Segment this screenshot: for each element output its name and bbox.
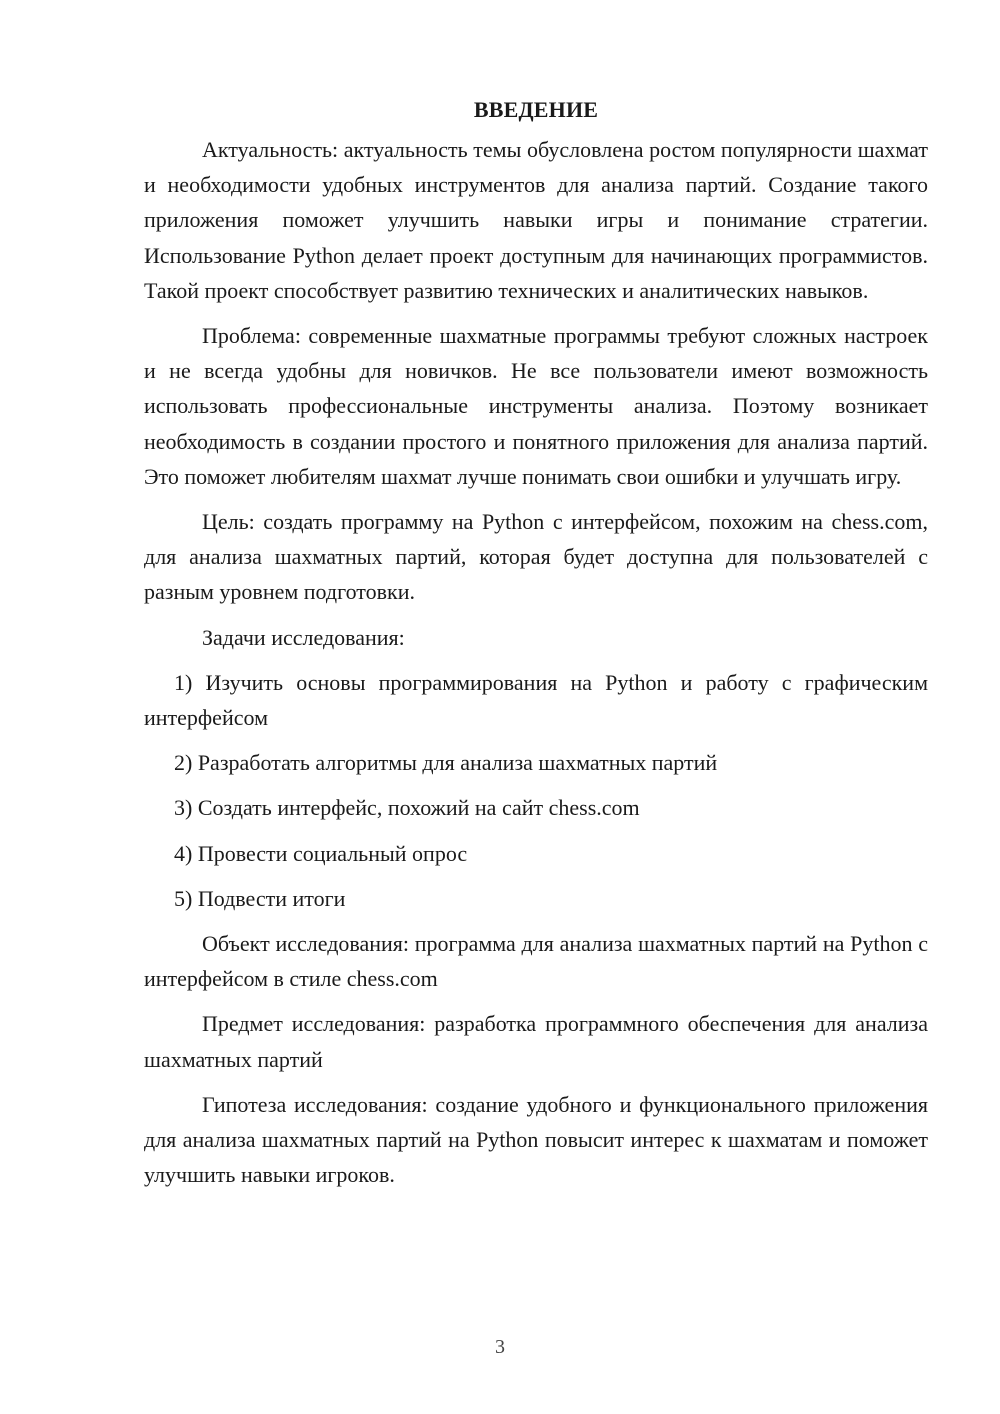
paragraph-goal: Цель: создать программу на Python с интерфейсом, похожим на chess.com, для анализа шахматных партий, которая будет доступна для пользователей с разным уровнем подготовки. <box>144 509 928 605</box>
page-title: ВВЕДЕНИЕ <box>473 97 599 122</box>
document-page <box>144 92 928 1202</box>
tasks-heading: Задачи исследования: <box>202 624 405 650</box>
task-item-5: 5) Подвести итоги <box>174 885 346 911</box>
paragraph-problem: Проблема: современные шахматные программы требуют сложных настроек и не всегда удобны для новичков. Не все пользователи имеют возможность использовать профессиональные инструменты анализа. Поэтому возникает необходимость в создании простого и понятного приложения для анализа партий. Это поможет любителям шахмат лучше понимать свои ошибки и улучшать игру. <box>144 323 928 489</box>
paragraph-relevance: Актуальность: актуальность темы обусловлена ростом популярности шахмат и необходимости удобных инструментов для анализа партий. Создание такого приложения поможет улучшить навыки игры и понимание стратегии. Использование Python делает проект доступным для начинающих программистов. Такой проект способствует развитию технических и аналитических навыков. <box>144 137 928 303</box>
task-item-3: 3) Создать интерфейс, похожий на сайт chess.com <box>174 795 640 821</box>
task-item-4: 4) Провести социальный опрос <box>174 840 468 866</box>
paragraph-hypothesis: Гипотеза исследования: создание удобного и функционального приложения для анализа шахматных партий на Python повысит интерес к шахматам и поможет улучшить навыки игроков. <box>144 1091 928 1188</box>
page-number: 3 <box>495 1336 505 1358</box>
task-item-2: 2) Разработать алгоритмы для анализа шахматных партий <box>174 750 718 776</box>
task-item-1: 1) Изучить основы программирования на Python и работу с графическим интерфейсом <box>144 669 928 731</box>
paragraph-object: Объект исследования: программа для анализа шахматных партий на Python с интерфейсом в стиле chess.com <box>144 931 928 992</box>
paragraph-subject: Предмет исследования: разработка программного обеспечения для анализа шахматных партий <box>144 1011 928 1072</box>
